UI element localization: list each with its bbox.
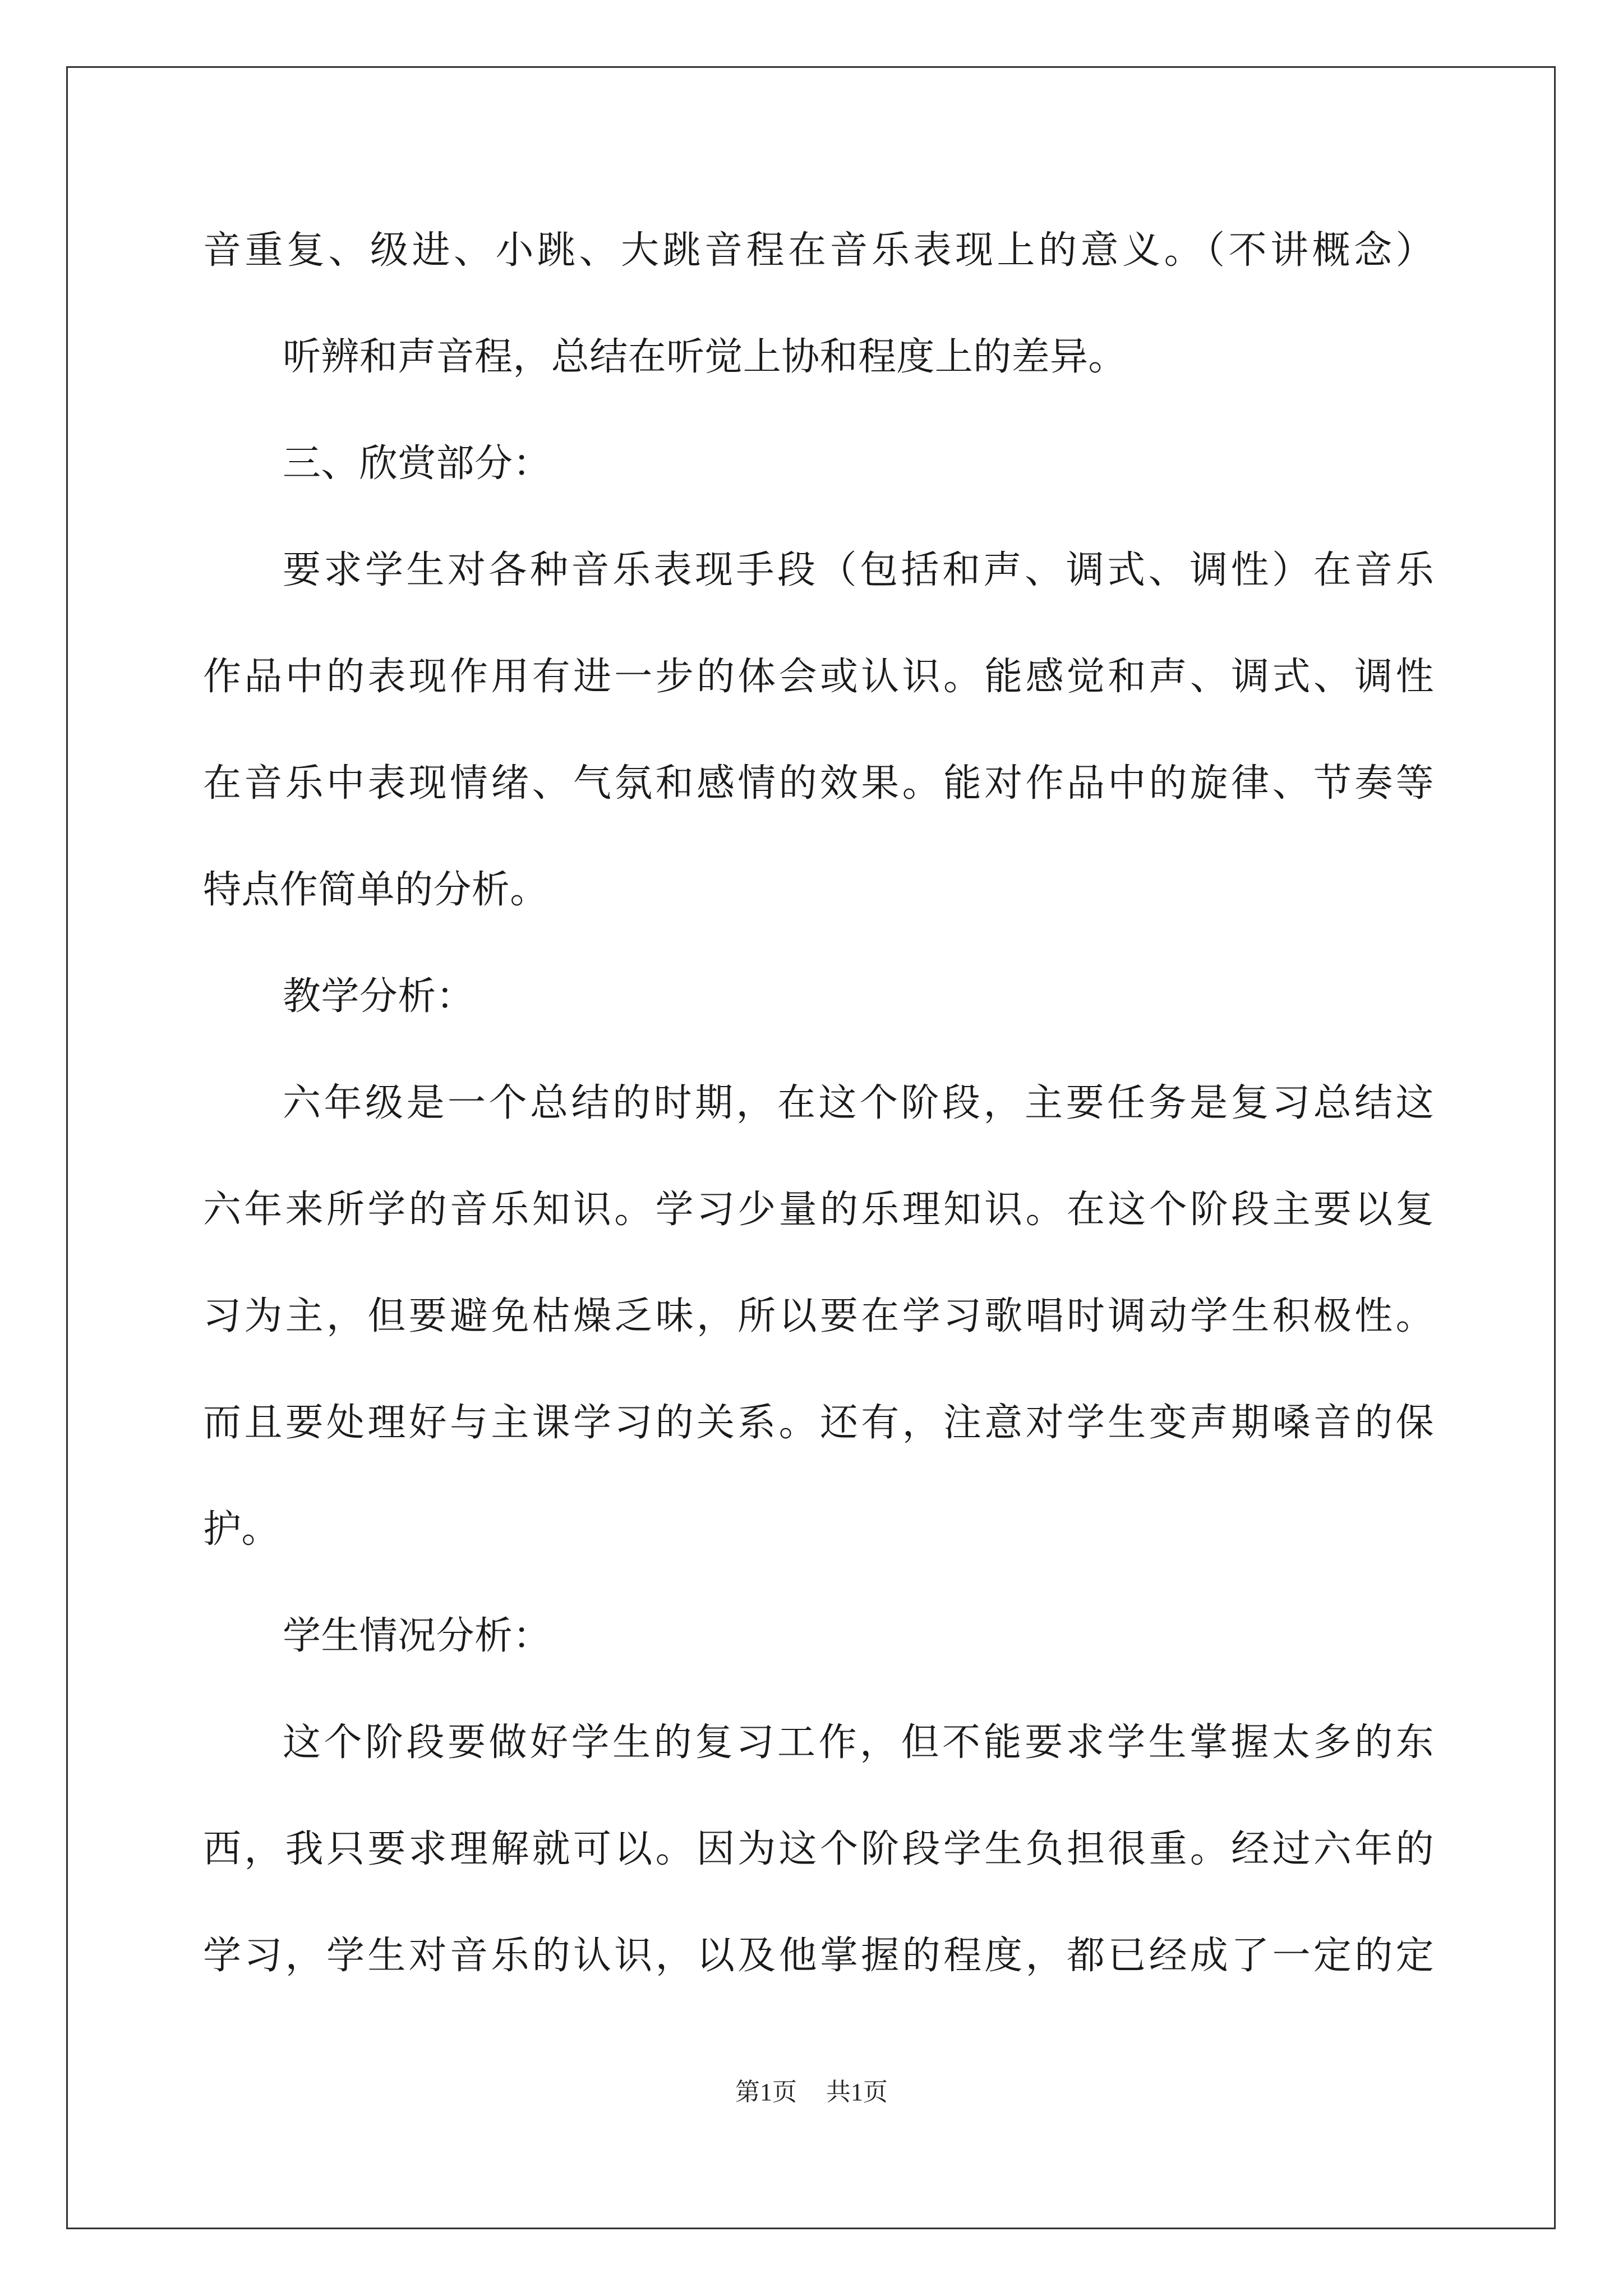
text-line: 作品中的表现作用有进一步的体会或认识。能感觉和声、调式、调性 — [203, 655, 1434, 699]
page-number: 第1页 — [735, 2078, 797, 2106]
section-heading: 教学分析： — [283, 974, 475, 1019]
text-line: 习为主，但要避免枯燥乏味，所以要在学习歌唱时调动学生积极性。 — [203, 1294, 1434, 1338]
page-total: 共1页 — [826, 2078, 888, 2106]
text-line: 六年来所学的音乐知识。学习少量的乐理知识。在这个阶段主要以复 — [203, 1188, 1434, 1232]
text-line: 六年级是一个总结的时期，在这个阶段，主要任务是复习总结这 — [283, 1081, 1434, 1125]
text-line: 音重复、级进、小跳、大跳音程在音乐表现上的意义。（不讲概念） — [203, 228, 1434, 273]
text-line: 而且要处理好与主课学习的关系。还有，注意对学生变声期嗓音的保 — [203, 1401, 1434, 1445]
text-line: 在音乐中表现情绪、气氛和感情的效果。能对作品中的旋律、节奏等 — [203, 761, 1434, 806]
section-heading: 三、欣赏部分： — [283, 441, 551, 486]
page-footer — [0, 2076, 1623, 2109]
text-line: 这个阶段要做好学生的复习工作，但不能要求学生掌握太多的东 — [283, 1720, 1434, 1765]
section-heading: 学生情况分析： — [283, 1614, 551, 1658]
text-line: 学习，学生对音乐的认识，以及他掌握的程度，都已经成了一定的定 — [203, 1934, 1434, 1978]
text-line: 要求学生对各种音乐表现手段（包括和声、调式、调性）在音乐 — [283, 548, 1434, 592]
page-border — [66, 66, 1556, 2229]
text-line: 特点作简单的分析。 — [203, 868, 548, 912]
text-line: 西，我只要求理解就可以。因为这个阶段学生负担很重。经过六年的 — [203, 1827, 1434, 1871]
text-line: 听辨和声音程，总结在听觉上协和程度上的差异。 — [283, 335, 1127, 379]
text-line: 护。 — [203, 1507, 280, 1552]
